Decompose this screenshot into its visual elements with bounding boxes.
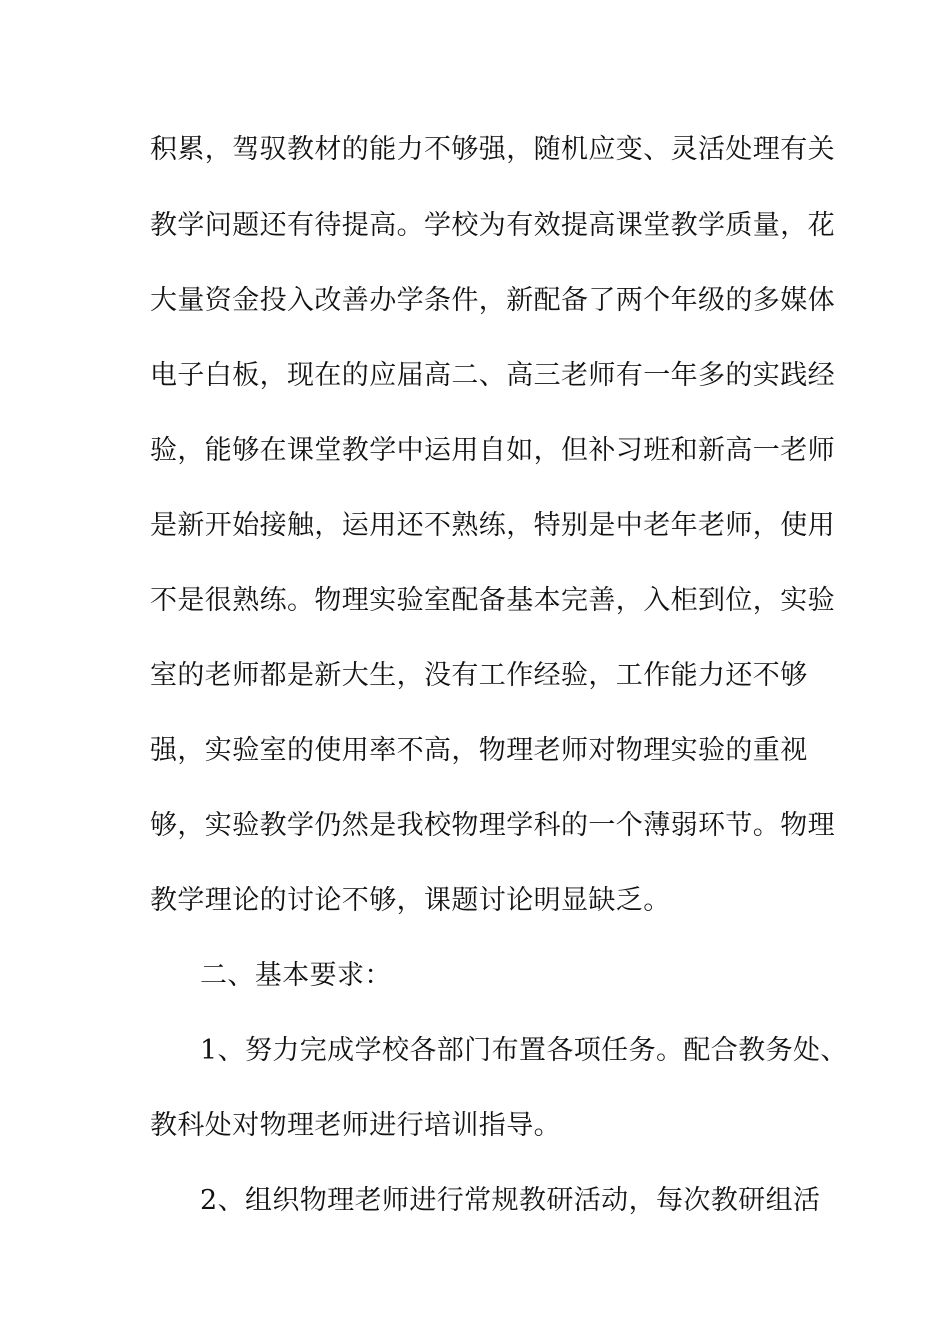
text-line: 电子白板，现在的应届高二、高三老师有一年多的实践经 [150, 360, 835, 391]
text-line: 积累，驾驭教材的能力不够强，随机应变、灵活处理有关 [150, 134, 835, 165]
text-line: 大量资金投入改善办学条件，新配备了两个年级的多媒体 [150, 285, 835, 316]
text-line: 室的老师都是新大生，没有工作经验，工作能力还不够 [150, 660, 808, 691]
text-line: 是新开始接触，运用还不熟练，特别是中老年老师，使用 [150, 510, 835, 541]
text-line: 2、组织物理老师进行常规教研活动，每次教研组活 [200, 1185, 821, 1216]
text-line: 1、努力完成学校各部门布置各项任务。配合教务处、 [200, 1035, 848, 1066]
text-line: 教学问题还有待提高。学校为有效提高课堂教学质量，花 [150, 210, 835, 241]
text-line: 不是很熟练。物理实验室配备基本完善，入柜到位，实验 [150, 585, 835, 616]
text-line: 强，实验室的使用率不高，物理老师对物理实验的重视 [150, 735, 808, 766]
text-line: 验，能够在课堂教学中运用自如，但补习班和新高一老师 [150, 435, 835, 466]
text-line: 教学理论的讨论不够，课题讨论明显缺乏。 [150, 885, 671, 916]
text-line: 教科处对物理老师进行培训指导。 [150, 1110, 561, 1141]
text-line: 够，实验教学仍然是我校物理学科的一个薄弱环节。物理 [150, 810, 835, 841]
section-heading: 二、基本要求： [200, 960, 392, 991]
